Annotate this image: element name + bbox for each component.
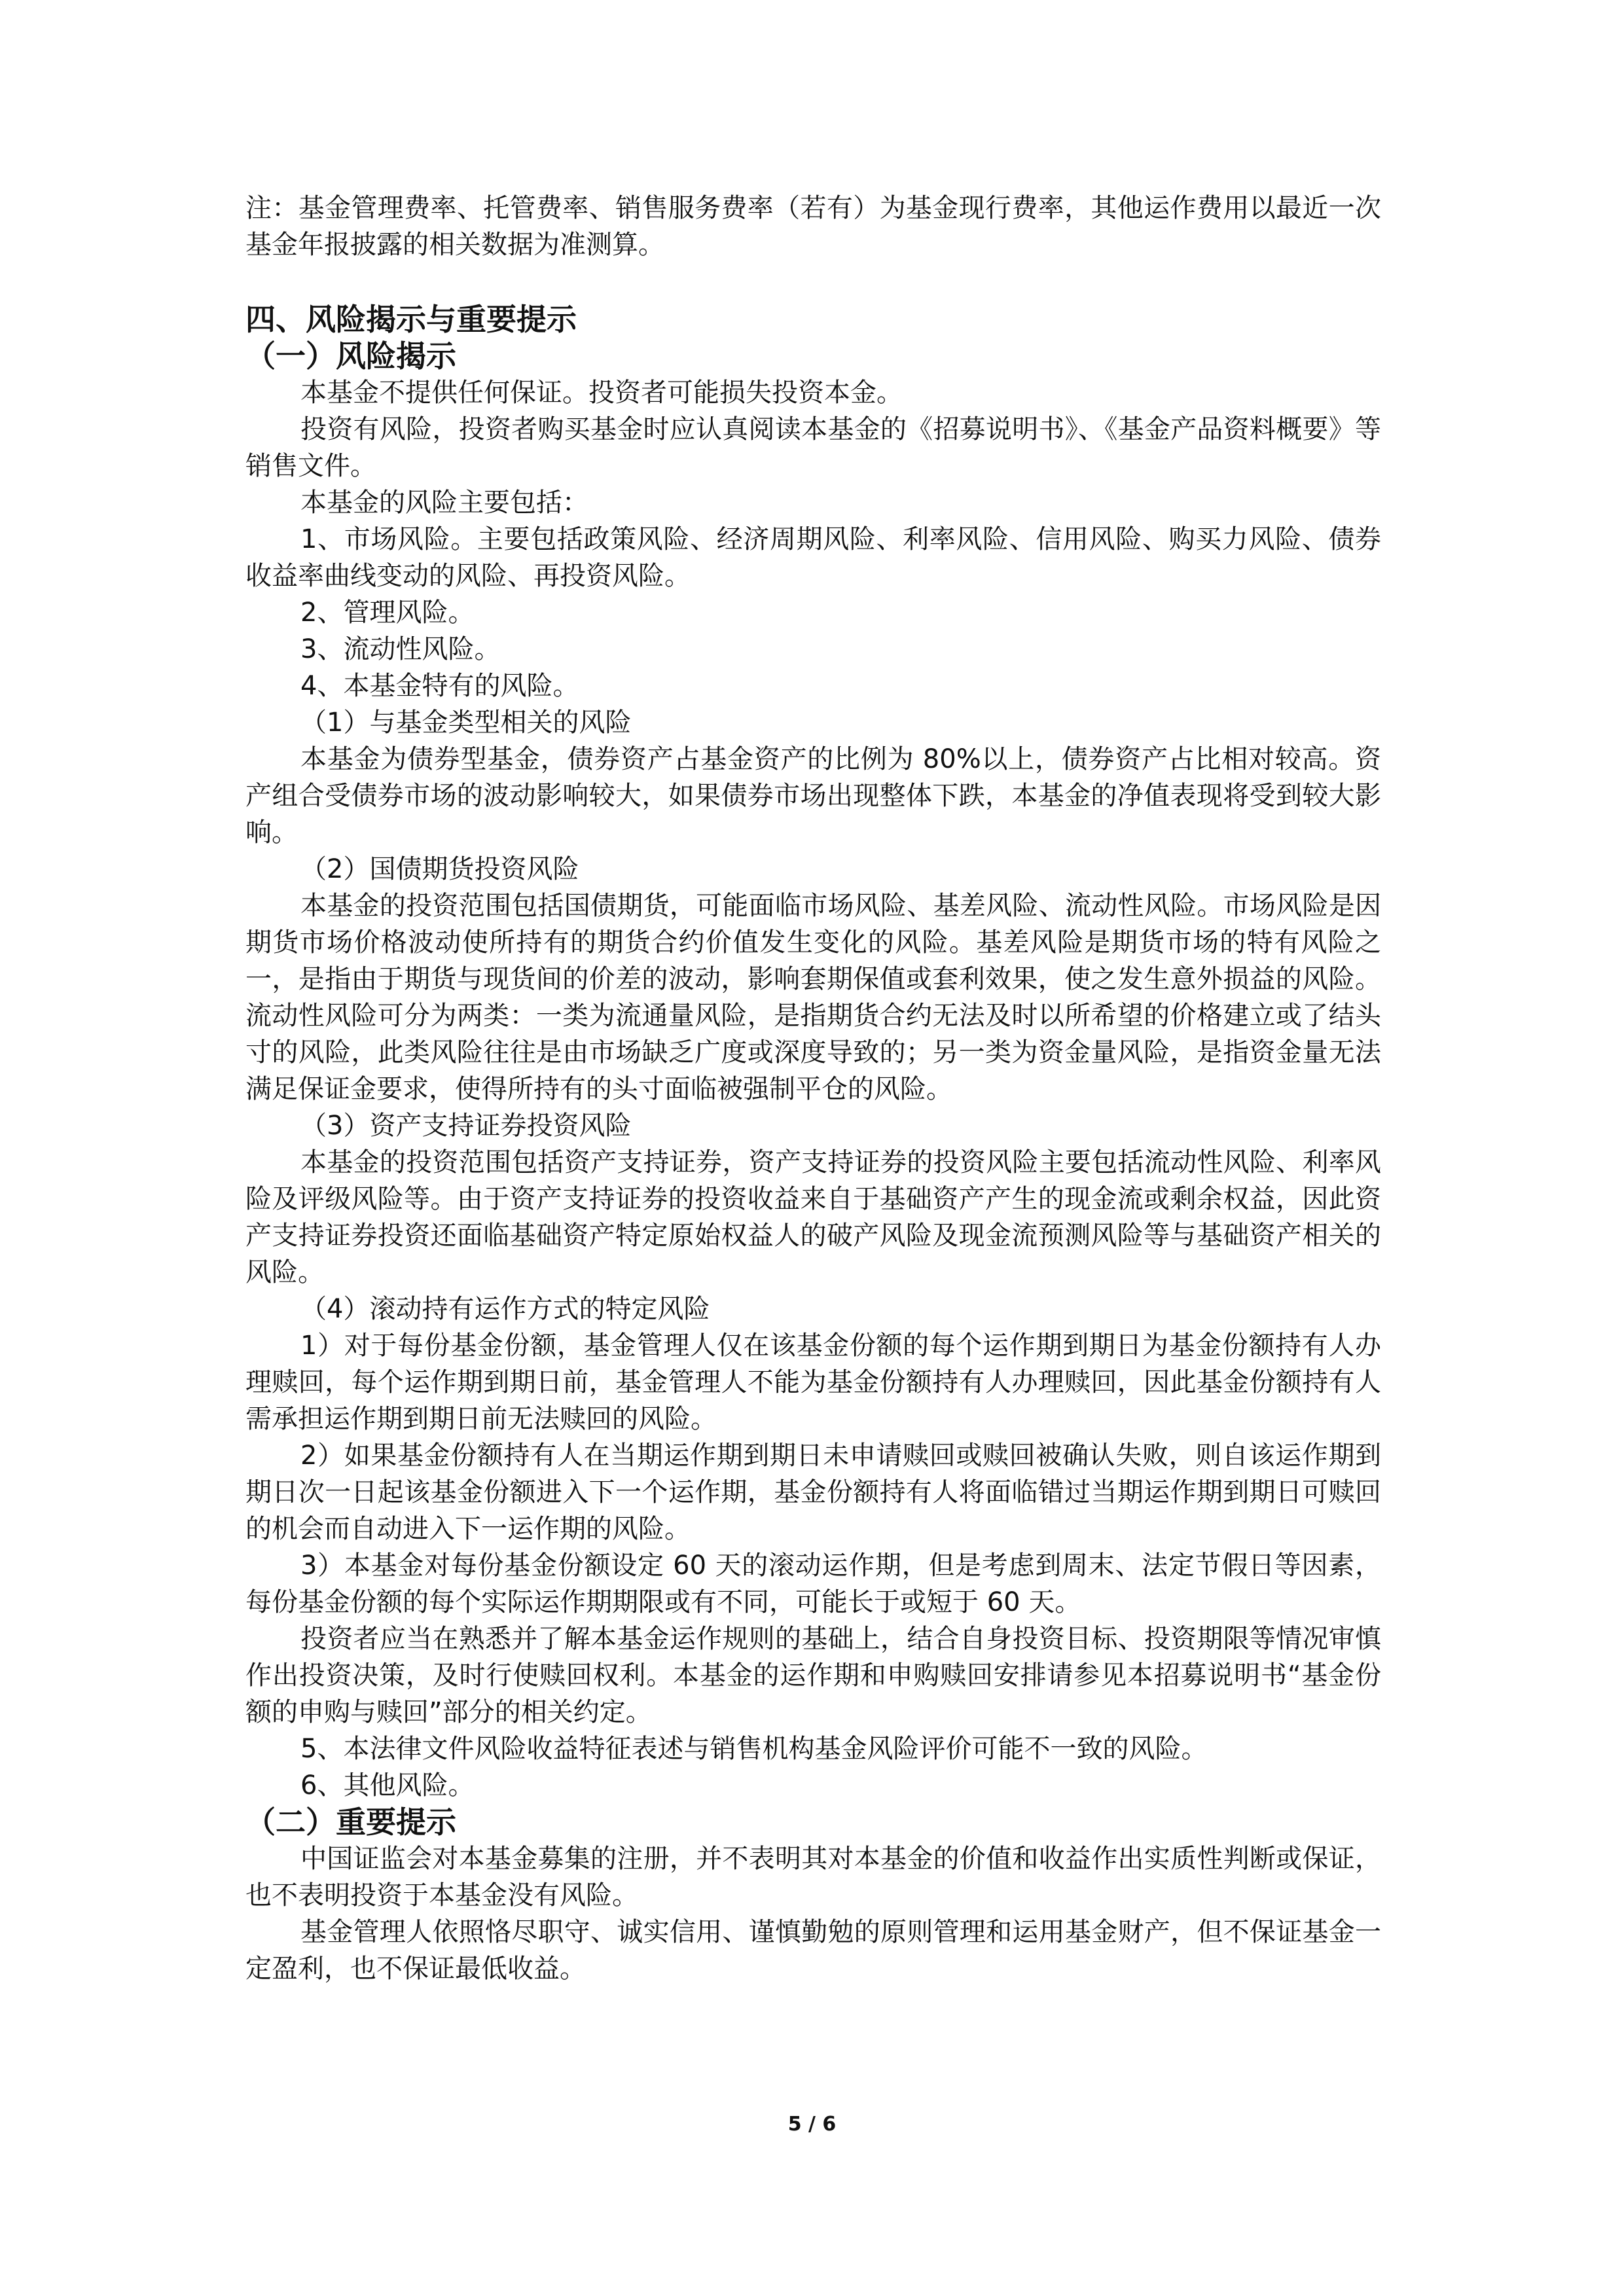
paragraph: 4、本基金特有的风险。 bbox=[300, 671, 579, 701]
paragraph: 3、流动性风险。 bbox=[300, 634, 501, 664]
subsection-important-title: （二）重要提示 bbox=[245, 1804, 456, 1840]
fee-note: 注：基金管理费率、托管费率、销售服务费率（若有）为基金现行费率，其他运作费用以最近一次基金年报披露的相关数据为准测算。 bbox=[245, 193, 1381, 260]
paragraph: （3）资产支持证券投资风险 bbox=[300, 1111, 632, 1141]
paragraph: 投资者应当在熟悉并了解本基金运作规则的基础上，结合自身投资目标、投资期限等情况审慎作出投资决策，及时行使赎回权利。本基金的运作期和申购赎回安排请参见本招募说明书“基金份额的申购与赎回”部分的相关约定。 bbox=[245, 1624, 1381, 1727]
subsection-risk-title: （一）风险揭示 bbox=[245, 338, 456, 374]
paragraph: 基金管理人依照恪尽职守、诚实信用、谨慎勤勉的原则管理和运用基金财产，但不保证基金一定盈利，也不保证最低收益。 bbox=[245, 1917, 1381, 1984]
document-page bbox=[245, 190, 1381, 1987]
paragraph: 2）如果基金份额持有人在当期运作期到期日未申请赎回或赎回被确认失败，则自该运作期到期日次一日起该基金份额进入下一个运作期，基金份额持有人将面临错过当期运作期到期日可赎回的机会而自动进入下一运作期的风险。 bbox=[245, 1441, 1381, 1544]
paragraph: 本基金的风险主要包括： bbox=[300, 488, 588, 518]
paragraph: 3）本基金对每份基金份额设定 60 天的滚动运作期，但是考虑到周末、法定节假日等因素，每份基金份额的每个实际运作期期限或有不同，可能长于或短于 60 天。 bbox=[245, 1551, 1381, 1617]
paragraph: 本基金的投资范围包括资产支持证券，资产支持证券的投资风险主要包括流动性风险、利率风险及评级风险等。由于资产支持证券的投资收益来自于基础资产产生的现金流或剩余权益，因此资产支持证券投资还面临基础资产特定原始权益人的破产风险及现金流预测风险等与基础资产相关的风险。 bbox=[245, 1147, 1381, 1287]
section-title: 四、风险揭示与重要提示 bbox=[245, 302, 577, 337]
page-number: 5 / 6 bbox=[787, 2113, 837, 2136]
paragraph: 5、本法律文件风险收益特征表述与销售机构基金风险评价可能不一致的风险。 bbox=[300, 1734, 1208, 1764]
paragraph: 1）对于每份基金份额，基金管理人仅在该基金份额的每个运作期到期日为基金份额持有人办理赎回，每个运作期到期日前，基金管理人不能为基金份额持有人办理赎回，因此基金份额持有人需承担运作期到期日前无法赎回的风险。 bbox=[245, 1331, 1381, 1434]
paragraph: 本基金不提供任何保证。投资者可能损失投资本金。 bbox=[300, 378, 903, 408]
paragraph: 本基金的投资范围包括国债期货，可能面临市场风险、基差风险、流动性风险。市场风险是因期货市场价格波动使所持有的期货合约价值发生变化的风险。基差风险是期货市场的特有风险之一，是指由于期货与现货间的价差的波动，影响套期保值或套利效果，使之发生意外损益的风险。流动性风险可分为两类：一类为流通量风险，是指期货合约无法及时以所希望的价格建立或了结头寸的风险，此类风险往往是由市场缺乏广度或深度导致的；另一类为资金量风险，是指资金量无法满足保证金要求，使得所持有的头寸面临被强制平仓的风险。 bbox=[245, 891, 1381, 1104]
paragraph: （1）与基金类型相关的风险 bbox=[300, 708, 632, 738]
paragraph: 2、管理风险。 bbox=[300, 598, 475, 628]
paragraph: 中国证监会对本基金募集的注册，并不表明其对本基金的价值和收益作出实质性判断或保证，也不表明投资于本基金没有风险。 bbox=[245, 1844, 1381, 1910]
paragraph: 1、市场风险。主要包括政策风险、经济周期风险、利率风险、信用风险、购买力风险、债券收益率曲线变动的风险、再投资风险。 bbox=[245, 524, 1381, 591]
paragraph: 投资有风险，投资者购买基金时应认真阅读本基金的《招募说明书》、《基金产品资料概要》等销售文件。 bbox=[245, 414, 1381, 481]
paragraph: 6、其他风险。 bbox=[300, 1770, 475, 1801]
paragraph: 本基金为债券型基金，债券资产占基金资产的比例为 80%以上，债券资产占比相对较高。资产组合受债券市场的波动影响较大，如果债券市场出现整体下跌，本基金的净值表现将受到较大影响。 bbox=[245, 744, 1381, 848]
paragraph: （2）国债期货投资风险 bbox=[300, 854, 579, 884]
paragraph: （4）滚动持有运作方式的特定风险 bbox=[300, 1294, 710, 1324]
